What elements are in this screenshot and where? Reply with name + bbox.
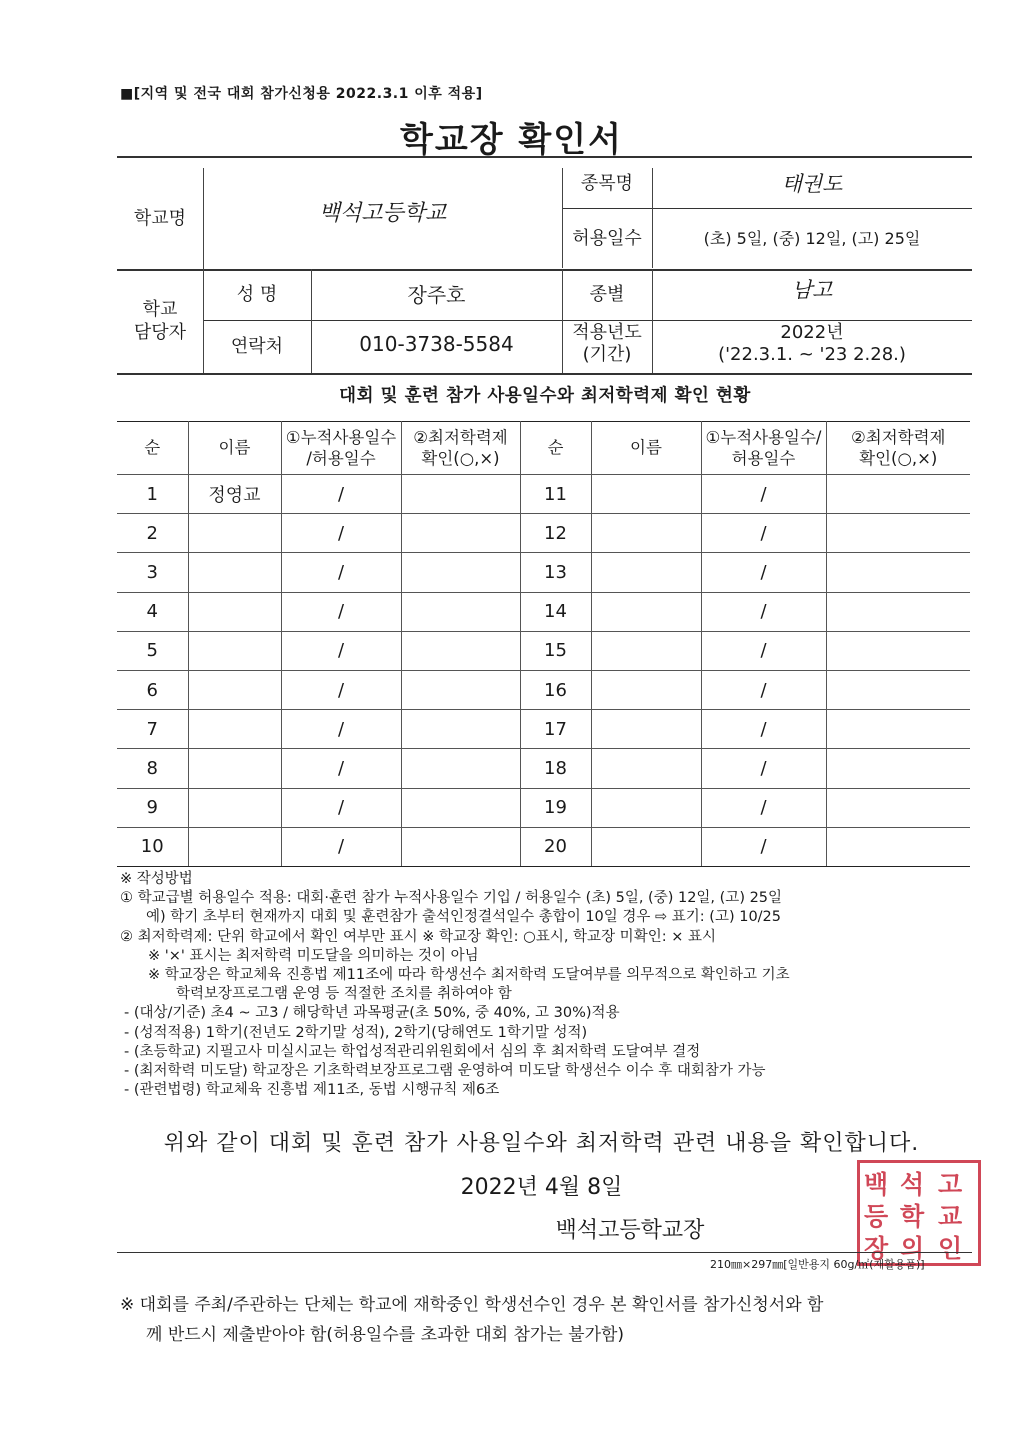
row-no: 10 <box>117 827 188 866</box>
submission-note <box>120 1290 823 1350</box>
row-min-check-right[interactable] <box>826 553 970 592</box>
note-principal-duty-cont: 학력보장프로그램 운영 등 적절한 조치를 취하여야 함 <box>176 986 512 1003</box>
row-no-right: 17 <box>520 710 591 749</box>
row-no-right: 13 <box>520 553 591 592</box>
confirmation-statement: 위와 같이 대회 및 훈련 참가 사용일수와 최저학력 관련 내용을 확인합니다. <box>163 1131 920 1156</box>
row-days-right[interactable]: / <box>701 827 826 866</box>
row-days-right[interactable]: / <box>701 553 826 592</box>
row-min-check[interactable] <box>401 514 520 553</box>
header-days <box>281 422 401 475</box>
row-no-right: 14 <box>520 592 591 631</box>
header-days-right-line1: ①누적사용일수/ <box>705 427 822 447</box>
note-min-academic: ② 최저학력제: 단위 학교에서 확인 여부만 표시 ※ 학교장 확인: ○표시, 학교장 미확인: × 표시 <box>120 928 716 945</box>
row-min-check[interactable] <box>401 592 520 631</box>
period-label <box>562 318 652 370</box>
row-min-check-right[interactable] <box>826 710 970 749</box>
period-label-line2: (기간) <box>582 344 632 365</box>
row-min-check[interactable] <box>401 670 520 709</box>
row-min-check-right[interactable] <box>826 475 970 514</box>
row-no: 4 <box>117 592 188 631</box>
table-row <box>117 788 970 827</box>
header-name: 이름 <box>188 422 281 475</box>
header-min-academic <box>401 422 520 475</box>
seal-char: 백 <box>864 1170 889 1199</box>
header-days-line2: /허용일수 <box>306 449 376 468</box>
table-row <box>117 475 970 514</box>
row-days[interactable]: / <box>281 514 401 553</box>
row-no: 7 <box>117 710 188 749</box>
table-row <box>117 514 970 553</box>
table-row <box>117 592 970 631</box>
row-name[interactable] <box>188 788 281 827</box>
row-days[interactable]: / <box>281 670 401 709</box>
header-days-line1: ①누적사용일수 <box>285 427 397 447</box>
row-min-check[interactable] <box>401 749 520 788</box>
row-days-right[interactable]: / <box>701 631 826 670</box>
header-min-right-line1: ②최저학력제 <box>851 427 946 447</box>
row-days-right[interactable]: / <box>701 670 826 709</box>
submission-note-line1: ※ 대회를 주최/주관하는 단체는 학교에 재학중인 학생선수인 경우 본 확인서를 참가신청서와 함 <box>120 1295 824 1315</box>
header-min-line2: 확인(○,×) <box>421 449 500 468</box>
row-days-right[interactable]: / <box>701 475 826 514</box>
divider <box>117 373 972 375</box>
divider <box>117 156 972 158</box>
row-min-check-right[interactable] <box>826 827 970 866</box>
contact-label: 연락처 <box>230 335 284 357</box>
row-no-right: 12 <box>520 514 591 553</box>
table-row <box>117 553 970 592</box>
row-name[interactable] <box>188 670 281 709</box>
table-row <box>117 710 970 749</box>
row-days[interactable]: / <box>281 592 401 631</box>
note-principal-duty: ※ 학교장은 학교체육 진흥법 제11조에 따라 학생선수 최저학력 도달여부를 의무적으로 확인하고 기초 <box>148 967 790 984</box>
issue-date: 2022년 4월 8일 <box>460 1175 623 1200</box>
header-days-right <box>701 422 826 475</box>
table-row <box>117 631 970 670</box>
seal-char: 교 <box>938 1202 963 1231</box>
instructions <box>120 870 980 1100</box>
row-days[interactable]: / <box>281 788 401 827</box>
row-min-check-right[interactable] <box>826 788 970 827</box>
row-days-right[interactable]: / <box>701 514 826 553</box>
header-name-right: 이름 <box>591 422 701 475</box>
notes-heading: ※ 작성방법 <box>120 871 193 887</box>
submission-note-line2: 께 반드시 제출받아야 함(허용일수를 초과한 대회 참가는 불가함) <box>146 1325 625 1345</box>
note-example: 예) 학기 초부터 현재까지 대회 및 훈련참가 출석인정결석일수 총합이 10일 경우 ⇨ 표기: (고) 10/25 <box>146 909 782 926</box>
row-no: 2 <box>117 514 188 553</box>
row-days[interactable]: / <box>281 710 401 749</box>
note-elementary: - (초등학교) 지필고사 미실시교는 학업성적관리위원회에서 심의 후 최저학력 도달여부 결정 <box>124 1043 701 1060</box>
row-days[interactable]: / <box>281 553 401 592</box>
row-no-right: 18 <box>520 749 591 788</box>
row-days[interactable]: / <box>281 475 401 514</box>
category-label: 종별 <box>589 283 625 305</box>
seal-char: 의 <box>900 1234 925 1263</box>
seal-char: 학 <box>900 1202 925 1231</box>
row-days-right[interactable]: / <box>701 749 826 788</box>
row-no: 1 <box>117 475 188 514</box>
row-min-check[interactable] <box>401 475 520 514</box>
allowed-days-label: 허용일수 <box>572 227 642 249</box>
header-min-right-line2: 확인(○,×) <box>859 449 938 468</box>
category-value: 남고 <box>791 278 833 303</box>
row-min-check[interactable] <box>401 631 520 670</box>
allowed-days-value: (초) 5일, (중) 12일, (고) 25일 <box>703 229 921 248</box>
row-name[interactable] <box>188 749 281 788</box>
paper-spec: 210㎜×297㎜[일반용지 60g/㎡(재활용품)] <box>710 1258 925 1271</box>
row-days[interactable]: / <box>281 827 401 866</box>
row-name-right[interactable] <box>591 592 701 631</box>
row-no-right: 20 <box>520 827 591 866</box>
table-row <box>117 670 970 709</box>
seal-char: 고 <box>938 1170 963 1199</box>
name-label: 성 명 <box>236 283 278 305</box>
row-no: 9 <box>117 788 188 827</box>
row-name[interactable] <box>188 710 281 749</box>
seal-char: 장 <box>864 1234 889 1263</box>
school-name: 백석고등학교 <box>318 201 447 227</box>
header-min-academic-right <box>826 422 970 475</box>
note-grade-apply: - (성적적용) 1학기(전년도 2학기말 성적), 2학기(당해연도 1학기말 성적) <box>124 1024 588 1041</box>
row-name[interactable] <box>188 631 281 670</box>
footer-divider <box>117 1252 972 1253</box>
row-name-right[interactable] <box>591 788 701 827</box>
row-min-check[interactable] <box>401 827 520 866</box>
row-no: 6 <box>117 670 188 709</box>
row-name[interactable] <box>188 514 281 553</box>
row-min-check-right[interactable] <box>826 514 970 553</box>
row-name[interactable] <box>188 592 281 631</box>
table-row <box>117 827 970 866</box>
row-days[interactable]: / <box>281 631 401 670</box>
row-days-right[interactable]: / <box>701 710 826 749</box>
school-label: 학교명 <box>133 207 187 229</box>
note-target: - (대상/기준) 초4 ~ 고3 / 해당학년 과목평균(초 50%, 중 40%, 고 30%)적용 <box>124 1005 620 1022</box>
note-allowed-days: ① 학교급별 허용일수 적용: 대회·훈련 참가 누적사용일수 기입 / 허용일수 (초) 5일, (중) 12일, (고) 25일 <box>120 890 783 907</box>
note-below-minimum: - (최저학력 미도달) 학교장은 기초학력보장프로그램 운영하여 미도달 학생선수 이수 후 대회참가 가능 <box>124 1063 766 1080</box>
principal-name: 백석고등학교장 <box>555 1218 705 1243</box>
note-law: - (관련법령) 학교체육 진흥법 제11조, 동법 시행규칙 제6조 <box>124 1082 500 1099</box>
period-value <box>652 318 972 370</box>
row-name-right[interactable] <box>591 710 701 749</box>
form-usage-note: ■[지역 및 전국 대회 참가신청용 2022.3.1 이후 적용] <box>120 86 483 102</box>
row-days-right[interactable]: / <box>701 788 826 827</box>
header-no: 순 <box>117 422 188 475</box>
contact-value: 010-3738-5584 <box>359 332 514 356</box>
header-days-right-line2: 허용일수 <box>731 449 796 468</box>
seal-char: 인 <box>938 1234 963 1263</box>
note-x-mark: ※ '×' 표시는 최저학력 미도달을 의미하는 것이 아님 <box>148 947 479 964</box>
row-name-right[interactable] <box>591 827 701 866</box>
row-min-check[interactable] <box>401 788 520 827</box>
row-no-right: 16 <box>520 670 591 709</box>
period-label-line1: 적용년도 <box>572 321 642 343</box>
row-name[interactable] <box>188 553 281 592</box>
sport-label: 종목명 <box>580 172 634 194</box>
row-name-right[interactable] <box>591 475 701 514</box>
row-name-right[interactable] <box>591 670 701 709</box>
header-no-right: 순 <box>520 422 591 475</box>
manager-label <box>117 270 203 373</box>
header-min-line1: ②최저학력제 <box>413 427 508 447</box>
manager-label-line1: 학교 <box>142 299 178 320</box>
row-min-check-right[interactable] <box>826 749 970 788</box>
row-no-right: 11 <box>520 475 591 514</box>
row-no: 3 <box>117 553 188 592</box>
row-name[interactable] <box>188 827 281 866</box>
row-name-right[interactable] <box>591 553 701 592</box>
row-min-check[interactable] <box>401 553 520 592</box>
period-year: 2022년 <box>780 321 844 343</box>
row-name[interactable]: 정영교 <box>188 475 281 514</box>
row-min-check[interactable] <box>401 710 520 749</box>
official-seal <box>857 1160 981 1266</box>
seal-char: 석 <box>900 1170 925 1199</box>
row-name-right[interactable] <box>591 514 701 553</box>
row-days[interactable]: / <box>281 749 401 788</box>
participation-table <box>117 421 970 867</box>
row-no: 8 <box>117 749 188 788</box>
row-min-check-right[interactable] <box>826 631 970 670</box>
row-name-right[interactable] <box>591 631 701 670</box>
section-title: 대회 및 훈련 참가 사용일수와 최저학력제 확인 현황 <box>339 386 751 406</box>
table-row <box>117 749 970 788</box>
period-range: ('22.3.1. ~ '23 2.28.) <box>718 344 906 365</box>
row-min-check-right[interactable] <box>826 670 970 709</box>
seal-char: 등 <box>864 1202 889 1231</box>
sport-value: 태권도 <box>781 171 843 196</box>
row-no-right: 19 <box>520 788 591 827</box>
row-name-right[interactable] <box>591 749 701 788</box>
row-min-check-right[interactable] <box>826 592 970 631</box>
manager-label-line2: 담당자 <box>133 321 187 343</box>
row-no: 5 <box>117 631 188 670</box>
row-days-right[interactable]: / <box>701 592 826 631</box>
table-header-row <box>117 422 970 475</box>
row-no-right: 15 <box>520 631 591 670</box>
manager-name: 장주호 <box>407 282 466 307</box>
page-title: 학교장 확인서 <box>400 120 623 160</box>
